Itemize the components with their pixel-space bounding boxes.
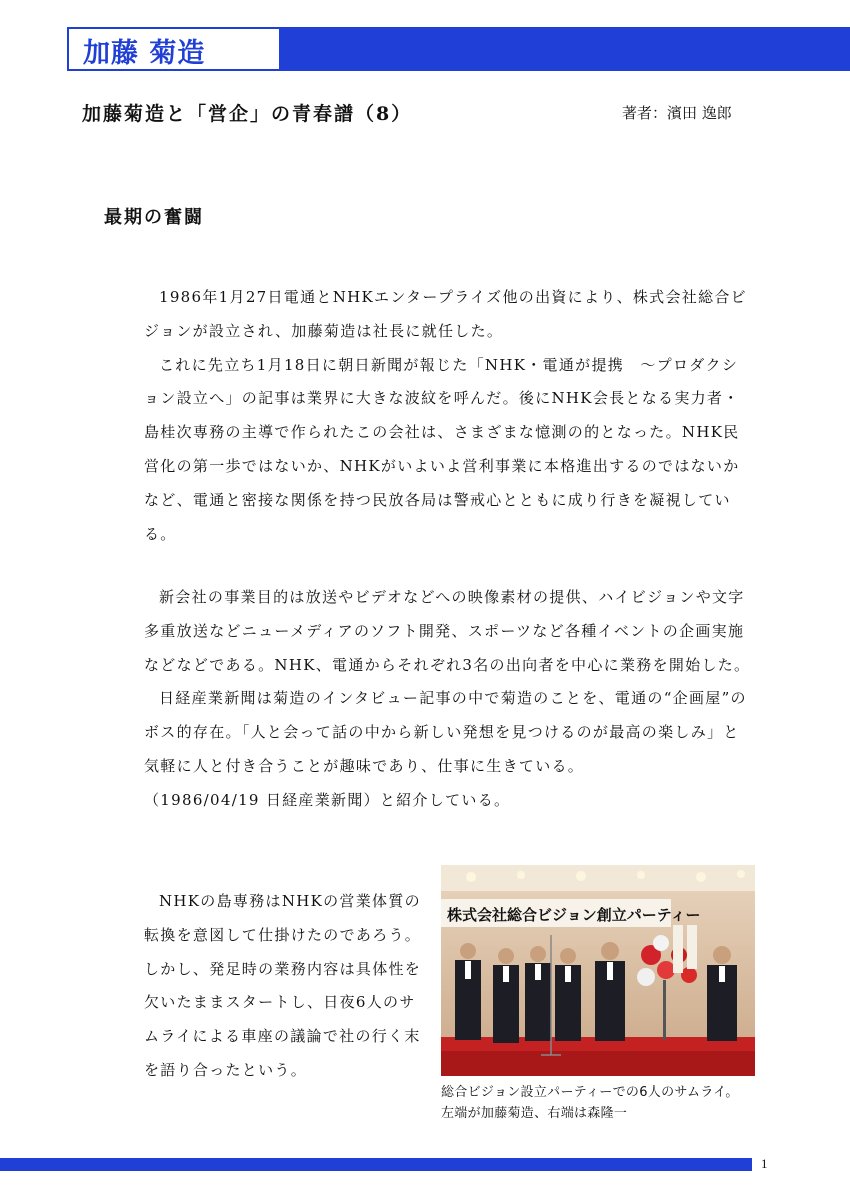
header-name: 加藤 菊造 <box>83 38 206 69</box>
banner-text: 株式会社総合ビジョン創立パーティー <box>447 906 701 924</box>
paragraph: 1986年1月27日電通とNHKエンタープライズ他の出資により、株式会社総合ビジョンが設立され、加藤菊造は社長に就任した。 <box>144 288 747 340</box>
paragraph: これに先立ち1月18日に朝日新聞が報じた「NHK・電通が提携 ～プロダクション設立へ」の記事は業界に大きな波紋を呼んだ。後にNHK会長となる実力者・島桂次専務の主導で作られたこの会社は、さまざまな憶測の的となった。NHK民営化の第一歩ではないか、NHKがいよいよ営利事業に本格進出するのではないかなど、電通と密接な関係を持つ民放各局は警戒心とともに成り行きを凝視している。 <box>144 355 740 543</box>
paragraph: 日経産業新聞は菊造のインタビュー記事の中で菊造のことを、電通の“企画屋”のボス的存在。「人と会って話の中から新しい発想を見つけるのが最高の楽しみ」と気軽に人と付き合うことが趣味であり、仕事に生きている。 <box>144 689 747 775</box>
caption-line-1: 総合ビジョン設立パーティーでの6人のサムライ。 <box>441 1085 739 1100</box>
body-block-2 <box>144 581 754 818</box>
paragraph: 新会社の事業目的は放送やビデオなどへの映像素材の提供、ハイビジョンや文字多重放送などニューメディアのソフト開発、スポーツなど各種イベントの企画実施などなどである。NHK、電通からそれぞれ3名の出向者を中心に業務を開始した。 <box>144 588 751 674</box>
article-title: 加藤菊造と「営企」の青春譜（8） <box>82 103 413 125</box>
footer-bar <box>0 1158 752 1171</box>
body-block-1 <box>144 281 754 551</box>
body-block-3 <box>144 885 424 1088</box>
article-author: 著者：濱田 逸郎 <box>622 104 732 122</box>
citation: （1986/04/19 日経産業新聞）と紹介している。 <box>144 790 511 809</box>
paragraph: NHKの島専務はNHKの営業体質の転換を意図して仕掛けたのであろう。しかし、発足時の業務内容は具体性を欠いたままスタートし、日夜6人のサムライによる車座の議論で社の行く末を語り合ったという。 <box>144 892 422 1079</box>
party-photo <box>441 865 755 1076</box>
header-bar <box>281 27 850 71</box>
photo-caption <box>441 1082 739 1124</box>
page-number: 1 <box>761 1156 768 1171</box>
section-title: 最期の奮闘 <box>104 207 204 228</box>
caption-line-2: 左端が加藤菊造、右端は森隆一 <box>441 1106 628 1121</box>
